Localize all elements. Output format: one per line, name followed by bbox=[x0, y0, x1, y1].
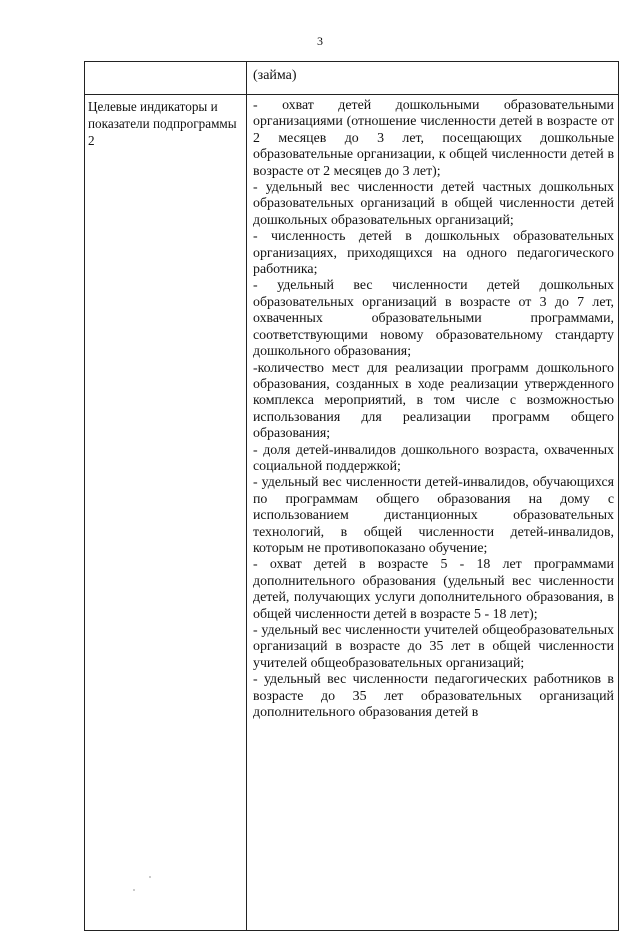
indicator-item: - удельный вес численности учителей общеобразовательных организаций в возрасте до 35 лет в общей численности учителей общеобразовательных организаций; bbox=[253, 623, 614, 671]
program-passport-table bbox=[84, 61, 619, 931]
indicator-item: - удельный вес численности детей-инвалидов, обучающихся по программам общего образования на дому с использованием дистанционных образовательных технологий, в общей численности детей-инвалидов, которым не противопоказано обучение; bbox=[253, 475, 614, 556]
indicators-label-cell bbox=[85, 95, 247, 931]
indicator-item: - охват детей в возрасте 5 - 18 лет программами дополнительного образования (удельный вес численности детей, получающих услуги дополнительного образования, в общей численности детей в возрасте 5 - 18 лет); bbox=[253, 557, 614, 622]
indicators-list-cell bbox=[247, 95, 619, 931]
scan-speck bbox=[149, 876, 151, 878]
table-row bbox=[85, 62, 619, 95]
indicator-item: -количество мест для реализации программ дошкольного образования, созданных в ходе реализации утвержденного комплекса мероприятий, в том числе с возможностью использования для реализации программ общего образования; bbox=[253, 360, 614, 442]
indicator-item: - удельный вес численности детей частных дошкольных образовательных организаций в общей численности детей дошкольных образовательных организаций; bbox=[253, 180, 614, 228]
indicator-item: - удельный вес численности детей дошкольных образовательных организаций в возрасте от 3 до 7 лет, охваченных образовательными программами, соответствующими новому образовательному стандарту дошкольного образования; bbox=[253, 278, 614, 360]
table-row bbox=[85, 95, 619, 931]
indicator-item: - охват детей дошкольными образовательными организациями (отношение численности детей в возрасте от 2 месяцев до 3 лет, посещающих дошкольные образовательные организации, к общей численности детей в возрасте от 2 месяцев до 3 лет); bbox=[253, 98, 614, 179]
indicator-item: - доля детей-инвалидов дошкольного возраста, охваченных социальной поддержкой; bbox=[253, 442, 614, 474]
page-number: 3 bbox=[317, 34, 323, 48]
indicators-label: Целевые индикаторы и показатели подпрограммы 2 bbox=[88, 99, 237, 148]
header-left-cell bbox=[85, 62, 247, 95]
header-right-cell: (займа) bbox=[247, 62, 619, 95]
indicator-item: - численность детей в дошкольных образовательных организациях, приходящихся на одного педагогического работника; bbox=[253, 229, 614, 278]
indicator-item: - удельный вес численности педагогических работников в возрасте до 35 лет образовательных организаций дополнительного образования детей в bbox=[253, 672, 614, 721]
scan-speck bbox=[133, 889, 135, 891]
